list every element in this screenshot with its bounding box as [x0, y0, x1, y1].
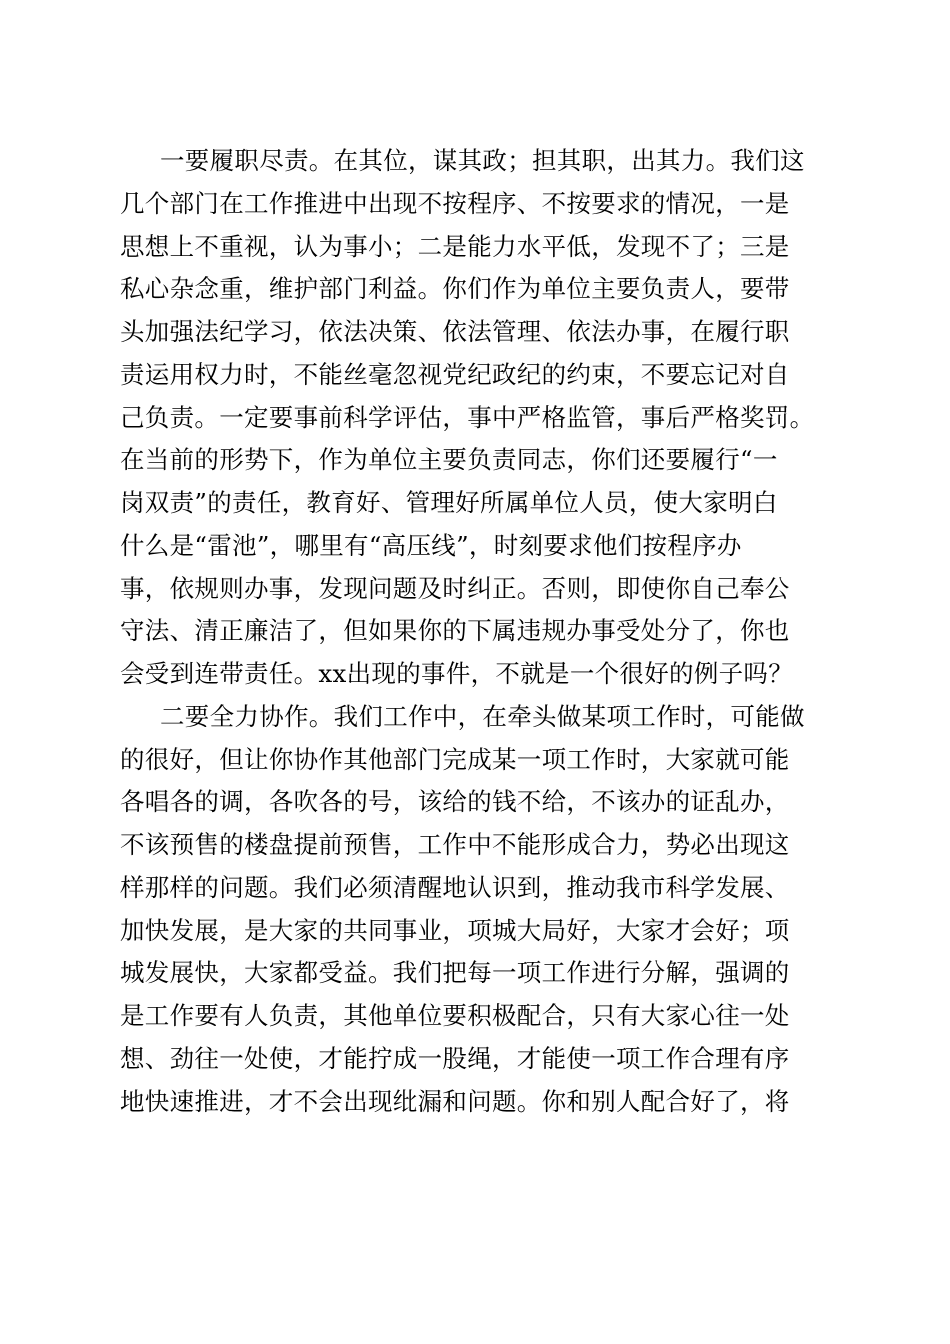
paragraph-1-line-6: 责运用权力时，不能丝毫忽视党纪政纪的约束，不要忘记对自	[120, 359, 790, 389]
paragraph-2-line-10: 地快速推进，才不会出现纰漏和问题。你和别人配合好了，将	[120, 1086, 790, 1116]
paragraph-2-line-6: 加快发展，是大家的共同事业，项城大局好，大家才会好；项	[120, 915, 790, 945]
paragraph-1-line-11: 事，依规则办事，发现问题及时纠正。否则，即使你自己奉公	[120, 573, 790, 603]
paragraph-2-line-4: 不该预售的楼盘提前预售，工作中不能形成合力，势必出现这	[120, 830, 790, 859]
paragraph-1-line-8: 在当前的形势下，作为单位主要负责同志，你们还要履行“一	[120, 445, 778, 475]
paragraph-1-line-7: 己负责。一定要事前科学评估，事中严格监管，事后严格奖罚。	[120, 402, 815, 432]
paragraph-1-line-2: 几个部门在工作推进中出现不按程序、不按要求的情况，一是	[120, 188, 790, 218]
paragraph-1-line-10: 什么是“雷池”，哪里有“高压线”，时刻要求他们按程序办	[120, 530, 742, 560]
paragraph-2-line-1: 二要全力协作。我们工作中，在牵头做某项工作时，可能做	[160, 701, 805, 731]
body-text	[120, 140, 826, 1123]
paragraph-2-line-8: 是工作要有人负责，其他单位要积极配合，只有大家心往一处	[120, 1001, 790, 1030]
paragraph-2-line-3: 各唱各的调，各吹各的号，该给的钱不给，不该办的证乱办，	[120, 787, 790, 817]
paragraph-1-line-4: 私心杂念重，维护部门利益。你们作为单位主要负责人，要带	[120, 274, 790, 304]
paragraph-1-line-13: 会受到连带责任。xx出现的事件，不就是一个很好的例子吗？	[120, 659, 794, 688]
paragraph-2-line-7: 城发展快，大家都受益。我们把每一项工作进行分解，强调的	[120, 958, 790, 988]
paragraph-1-line-12: 守法、清正廉洁了，但如果你的下属违规办事受处分了，你也	[120, 616, 790, 646]
paragraph-1-line-1: 一要履职尽责。在其位，谋其政；担其职，出其力。我们这	[160, 146, 805, 175]
paragraph-2-line-5: 样那样的问题。我们必须清醒地认识到，推动我市科学发展、	[120, 872, 790, 902]
paragraph-1-line-3: 思想上不重视，认为事小；二是能力水平低，发现不了；三是	[120, 231, 790, 261]
paragraph-1-line-9: 岗双责”的责任，教育好、管理好所属单位人员，使大家明白	[120, 488, 778, 517]
paragraph-2-line-9: 想、劲往一处使，才能拧成一股绳，才能使一项工作合理有序	[120, 1043, 790, 1073]
paragraph-2-line-2: 的很好，但让你协作其他部门完成某一项工作时，大家就可能	[120, 744, 790, 774]
paragraph-1-line-5: 头加强法纪学习，依法决策、依法管理、依法办事，在履行职	[120, 317, 790, 346]
